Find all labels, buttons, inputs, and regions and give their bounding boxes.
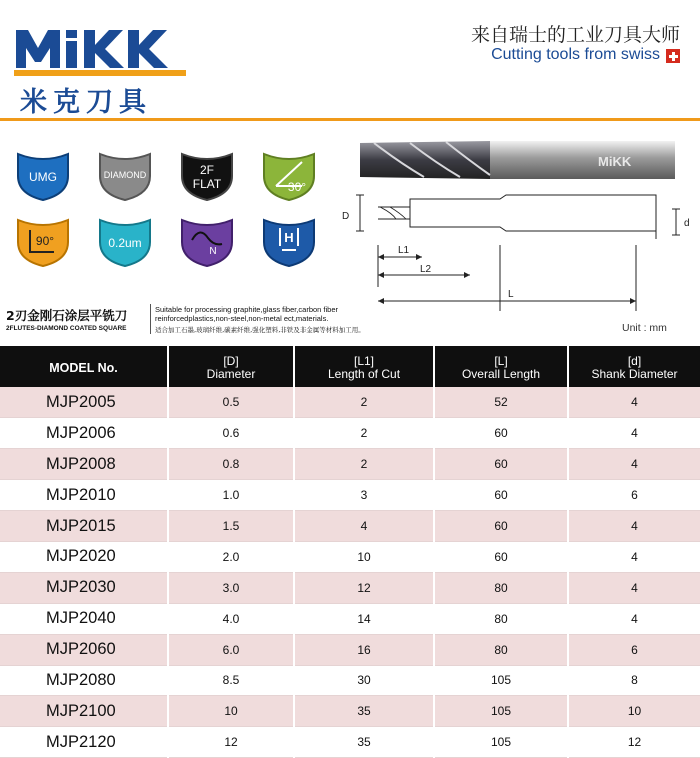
cell-overall-length: 60	[434, 480, 568, 511]
cell-diameter: 1.5	[168, 511, 294, 542]
cell-model: MJP2080	[0, 665, 168, 696]
cell-shank-diameter: 12	[568, 727, 700, 758]
logo-underline	[14, 70, 186, 76]
cell-diameter: 10	[168, 696, 294, 727]
tolerance-shield-icon	[96, 216, 154, 268]
cell-diameter: 2.0	[168, 541, 294, 572]
table-row	[0, 511, 700, 542]
dim-label-d-lower: d	[684, 218, 690, 229]
table-row	[0, 727, 700, 758]
table-row	[0, 541, 700, 572]
cell-length-of-cut: 16	[294, 634, 434, 665]
cell-model: MJP2060	[0, 634, 168, 665]
cell-shank-diameter: 4	[568, 572, 700, 603]
cell-length-of-cut: 14	[294, 603, 434, 634]
cell-model: MJP2030	[0, 572, 168, 603]
cell-shank-diameter: 4	[568, 511, 700, 542]
cell-overall-length: 80	[434, 572, 568, 603]
cell-diameter: 1.0	[168, 480, 294, 511]
cell-length-of-cut: 2	[294, 387, 434, 418]
dim-label-d-upper: D	[342, 211, 350, 222]
cell-diameter: 0.6	[168, 418, 294, 449]
product-desc-en: Suitable for processing graphite,glass fiber,carbon fiber reinforcedplastics,non-steel,non-metal ect,materials.	[155, 305, 339, 323]
dim-label-l1: L1	[398, 245, 410, 256]
caption-divider	[150, 304, 151, 334]
cell-length-of-cut: 12	[294, 572, 434, 603]
cell-model: MJP2010	[0, 480, 168, 511]
cell-shank-diameter: 8	[568, 665, 700, 696]
cell-model: MJP2008	[0, 449, 168, 480]
badge-label: 30°	[287, 180, 307, 194]
cell-shank-diameter: 4	[568, 449, 700, 480]
dim-label-l2: L2	[420, 264, 432, 275]
header-model: MODEL No.	[0, 346, 168, 387]
header-length-of-cut: [L1] Length of Cut	[294, 346, 434, 387]
swiss-flag-icon	[666, 49, 680, 63]
cell-length-of-cut: 35	[294, 727, 434, 758]
badge-label: UMG	[29, 170, 57, 184]
badge-label-2: FLAT	[192, 177, 222, 191]
dim-label-l: L	[508, 289, 514, 300]
cell-model: MJP2006	[0, 418, 168, 449]
table-row	[0, 665, 700, 696]
cell-diameter: 6.0	[168, 634, 294, 665]
cell-shank-diameter: 6	[568, 634, 700, 665]
cell-model: MJP2020	[0, 541, 168, 572]
cell-length-of-cut: 2	[294, 449, 434, 480]
cell-diameter: 3.0	[168, 572, 294, 603]
table-row	[0, 572, 700, 603]
cell-diameter: 0.5	[168, 387, 294, 418]
cell-shank-diameter: 4	[568, 603, 700, 634]
umg-shield-icon	[14, 150, 72, 202]
cell-shank-diameter: 4	[568, 387, 700, 418]
table-row	[0, 634, 700, 665]
cell-overall-length: 105	[434, 696, 568, 727]
cell-overall-length: 105	[434, 665, 568, 696]
product-title-cn: 2刃金刚石涂层平铣刀	[6, 308, 128, 323]
cell-diameter: 8.5	[168, 665, 294, 696]
table-row	[0, 418, 700, 449]
badge-label: N	[209, 246, 217, 257]
cell-shank-diameter: 10	[568, 696, 700, 727]
badge-label: 90°	[35, 234, 55, 248]
header	[0, 0, 700, 118]
tagline-en: Cutting tools from swiss	[491, 46, 660, 63]
spec-table	[0, 346, 700, 758]
brand-name-cn: 米克刀具	[20, 87, 152, 118]
table-row	[0, 603, 700, 634]
header-shank-diameter: [d] Shank Diameter	[568, 346, 700, 387]
helix-30-shield-icon	[260, 150, 318, 202]
dimension-arrows	[378, 254, 636, 304]
header-divider	[0, 118, 700, 121]
table-header-row	[0, 346, 700, 387]
cell-model: MJP2005	[0, 387, 168, 418]
end-mill-photo	[360, 141, 675, 179]
cell-overall-length: 80	[434, 634, 568, 665]
cell-overall-length: 105	[434, 727, 568, 758]
badge-label: DIAMOND	[103, 170, 147, 180]
cell-shank-diameter: 6	[568, 480, 700, 511]
cell-diameter: 12	[168, 727, 294, 758]
angle-90-shield-icon	[14, 216, 72, 268]
cell-model: MJP2040	[0, 603, 168, 634]
cell-overall-length: 60	[434, 511, 568, 542]
header-overall-length: [L] Overall Length	[434, 346, 568, 387]
cell-overall-length: 60	[434, 449, 568, 480]
cell-overall-length: 60	[434, 541, 568, 572]
table-row	[0, 480, 700, 511]
table-row	[0, 449, 700, 480]
feature-badges	[12, 150, 342, 270]
cell-overall-length: 60	[434, 418, 568, 449]
cell-length-of-cut: 4	[294, 511, 434, 542]
cell-length-of-cut: 30	[294, 665, 434, 696]
cell-model: MJP2100	[0, 696, 168, 727]
table-row	[0, 696, 700, 727]
material-n-shield-icon	[178, 216, 236, 268]
cell-overall-length: 52	[434, 387, 568, 418]
cell-overall-length: 80	[434, 603, 568, 634]
badge-label: 0.2um	[108, 236, 142, 250]
product-desc-cn: 适合加工石墨,玻璃纤维,碳素纤维,强化塑料,非铁及非金属等材料加工用。	[155, 326, 365, 334]
cell-diameter: 0.8	[168, 449, 294, 480]
table-row	[0, 387, 700, 418]
header-diameter: [D] Diameter	[168, 346, 294, 387]
cell-length-of-cut: 3	[294, 480, 434, 511]
badge-label: H	[284, 230, 294, 245]
product-title-en: 2FLUTES-DIAMOND COATED SQUARE	[6, 325, 127, 332]
cell-model: MJP2120	[0, 727, 168, 758]
cell-diameter: 4.0	[168, 603, 294, 634]
tagline-cn: 来自瑞士的工业刀具大师	[470, 24, 680, 46]
unit-label: Unit : mm	[622, 322, 667, 334]
cell-shank-diameter: 4	[568, 541, 700, 572]
shank-brand: MiKK	[598, 154, 632, 169]
2f-flat-shield-icon	[178, 150, 236, 202]
shank-h-shield-icon	[260, 216, 318, 268]
diamond-shield-icon	[96, 150, 154, 202]
tool-drawing	[340, 135, 700, 320]
cell-length-of-cut: 2	[294, 418, 434, 449]
badge-label: 2F	[199, 163, 214, 177]
cell-shank-diameter: 4	[568, 418, 700, 449]
cell-length-of-cut: 35	[294, 696, 434, 727]
cell-length-of-cut: 10	[294, 541, 434, 572]
cell-model: MJP2015	[0, 511, 168, 542]
